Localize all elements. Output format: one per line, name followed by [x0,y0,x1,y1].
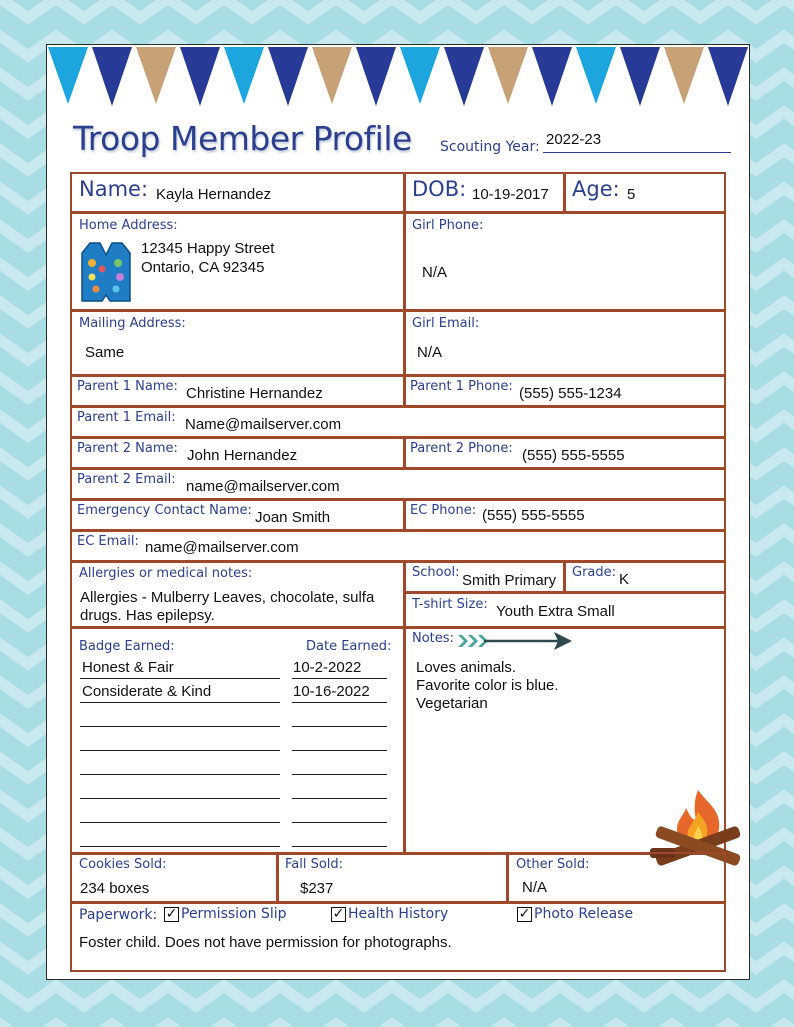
girl-phone-value: N/A [422,264,448,281]
parent1-email-label: Parent 1 Email: [77,410,176,425]
school-label: School: [412,565,460,580]
photo-release-checkbox[interactable] [517,906,633,922]
paperwork-box[interactable] [70,901,726,972]
allergies-box[interactable] [70,560,406,629]
other-sold-label: Other Sold: [516,857,590,872]
date-line [292,798,387,799]
grade-box[interactable] [563,560,726,594]
parent1-phone-box[interactable] [403,374,726,408]
emergency-contact-name-value: Joan Smith [255,509,331,526]
badge-line [80,702,280,703]
arrow-icon [456,630,574,652]
emergency-contact-name-label: Emergency Contact Name: [77,503,252,518]
girl-phone-label: Girl Phone: [412,218,484,233]
date-line [292,846,387,847]
check-mark-icon: ✓ [518,906,531,922]
age-box[interactable] [563,172,726,214]
other-sold-value: N/A [522,879,548,896]
date-line [292,702,387,703]
emergency-contact-phone-value: (555) 555-5555 [482,507,585,524]
emergency-contact-email-value: name@mailserver.com [145,539,299,556]
notes-line: Vegetarian [416,695,488,712]
emergency-contact-phone-box[interactable] [403,498,726,532]
permission-slip-checkbox[interactable] [164,906,287,922]
school-value: Smith Primary [462,572,557,589]
girl-email-label: Girl Email: [412,316,480,331]
fall-sold-value: $237 [300,880,334,897]
health-history-checkbox[interactable] [331,906,448,922]
girl-email-box[interactable] [403,309,726,377]
check-mark-icon: ✓ [165,906,178,922]
scouting-year-value[interactable]: 2022-23 [546,131,602,148]
health-history-label: Health History [348,906,449,922]
mailing-address-label: Mailing Address: [79,316,186,331]
badge-line [80,822,280,823]
name-box[interactable] [70,172,406,214]
fall-sold-label: Fall Sold: [285,857,344,872]
badge-date[interactable]: 10-2-2022 [293,659,362,676]
parent1-email-value: Name@mailserver.com [185,416,342,433]
date-earned-label: Date Earned: [306,639,392,654]
allergies-label: Allergies or medical notes: [79,566,253,581]
notes-line: Favorite color is blue. [416,677,559,694]
badge-line [80,726,280,727]
other-sold-box[interactable] [506,852,726,904]
badge-name[interactable]: Honest & Fair [82,659,174,676]
emergency-contact-email-label: EC Email: [77,534,139,549]
badge-line [80,678,280,679]
page-title: Troop Member Profile [73,119,412,158]
dob-box[interactable] [403,172,566,214]
school-box[interactable] [403,560,566,594]
tshirt-label: T-shirt Size: [412,597,488,612]
badge-line [80,774,280,775]
badges-box[interactable] [70,626,406,855]
girl-phone-box[interactable] [403,211,726,312]
home-address-box[interactable] [70,211,406,312]
notes-text [416,659,559,713]
tshirt-value: Youth Extra Small [496,603,615,620]
date-line [292,822,387,823]
date-line [292,774,387,775]
permission-slip-label: Permission Slip [181,906,287,922]
parent1-phone-value: (555) 555-1234 [519,385,622,402]
parent2-email-value: name@mailserver.com [186,478,340,495]
parent1-name-box[interactable] [70,374,406,408]
vest-icon [76,239,136,305]
allergies-value: Allergies - Mulberry Leaves, chocolate, sulfa drugs. Has epilepsy. [80,589,375,624]
parent1-name-value: Christine Hernandez [186,385,323,402]
home-address-label: Home Address: [79,218,178,233]
notes-label: Notes: [412,631,454,646]
parent2-name-value: John Hernandez [187,447,298,464]
mailing-address-value: Same [85,344,125,361]
emergency-contact-email-box[interactable] [70,529,726,563]
grade-label: Grade: [572,565,617,580]
badge-name[interactable]: Considerate & Kind [82,683,212,700]
emergency-contact-name-box[interactable] [70,498,406,532]
date-line [292,750,387,751]
emergency-contact-phone-label: EC Phone: [410,503,477,518]
cookies-sold-box[interactable] [70,852,279,904]
date-line [292,678,387,679]
fall-sold-box[interactable] [276,852,509,904]
bunting-banner [46,44,750,124]
parent2-name-label: Parent 2 Name: [77,441,178,456]
photo-release-label: Photo Release [534,906,634,922]
age-label: Age: [572,177,620,201]
home-address-line2: Ontario, CA 92345 [141,259,265,276]
tshirt-box[interactable] [403,591,726,629]
cookies-sold-label: Cookies Sold: [79,857,167,872]
parent2-phone-box[interactable] [403,436,726,470]
date-line [292,726,387,727]
parent2-name-box[interactable] [70,436,406,470]
parent1-name-label: Parent 1 Name: [77,379,178,394]
parent1-email-box[interactable] [70,405,726,439]
badge-date[interactable]: 10-16-2022 [293,683,370,700]
scouting-year-label: Scouting Year: [440,139,540,155]
girl-email-value: N/A [417,344,443,361]
check-mark-icon: ✓ [332,906,345,922]
cookies-sold-value: 234 boxes [80,880,150,897]
badge-line [80,750,280,751]
parent2-phone-label: Parent 2 Phone: [410,441,513,456]
badge-line [80,846,280,847]
parent1-phone-label: Parent 1 Phone: [410,379,513,394]
home-address-line1: 12345 Happy Street [141,240,275,257]
name-label: Name: [79,177,149,201]
badge-line [80,798,280,799]
badge-earned-label: Badge Earned: [79,639,175,654]
dob-label: DOB: [412,177,467,201]
grade-value: K [619,571,630,588]
mailing-address-box[interactable] [70,309,406,377]
notes-line: Loves animals. [416,659,517,676]
parent2-phone-value: (555) 555-5555 [522,447,625,464]
parent2-email-box[interactable] [70,467,726,501]
age-value: 5 [627,186,636,203]
scouting-year-underline [543,152,731,153]
paperwork-note: Foster child. Does not have permission for photographs. [79,934,452,951]
paperwork-label: Paperwork: [79,907,158,923]
name-value: Kayla Hernandez [156,186,272,203]
dob-value: 10-19-2017 [472,186,549,203]
parent2-email-label: Parent 2 Email: [77,472,176,487]
